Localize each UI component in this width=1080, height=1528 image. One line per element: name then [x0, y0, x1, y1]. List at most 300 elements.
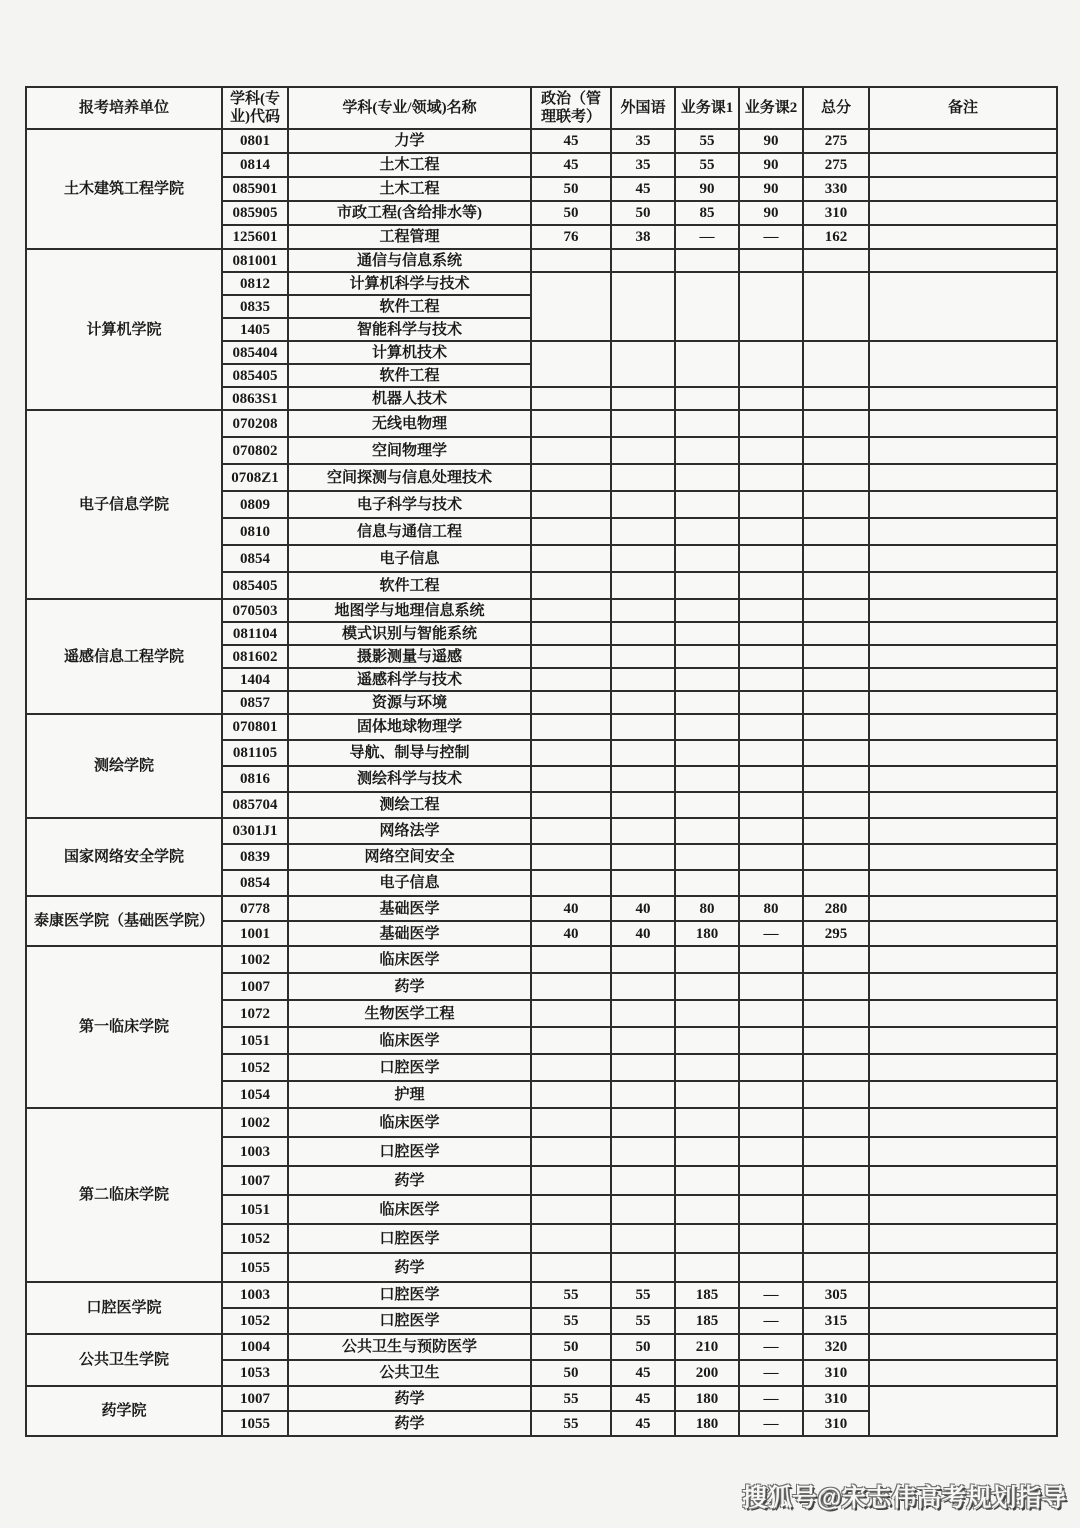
politics-cell — [531, 740, 611, 766]
foreign-cell: 40 — [611, 896, 675, 921]
biz2-cell: 90 — [739, 201, 803, 225]
biz2-cell — [739, 437, 803, 464]
code-cell: 070802 — [222, 437, 288, 464]
name-cell: 市政工程(含给排水等) — [288, 201, 531, 225]
total-cell — [803, 1081, 869, 1108]
remark-cell — [869, 341, 1057, 387]
biz2-cell — [739, 691, 803, 714]
politics-cell — [531, 645, 611, 668]
biz1-cell — [675, 870, 739, 896]
foreign-cell — [611, 691, 675, 714]
biz2-cell — [739, 1137, 803, 1166]
remark-cell — [869, 1166, 1057, 1195]
politics-cell — [531, 1027, 611, 1054]
biz1-cell — [675, 410, 739, 437]
remark-cell — [869, 410, 1057, 437]
name-cell: 生物医学工程 — [288, 1000, 531, 1027]
total-cell — [803, 844, 869, 870]
foreign-cell: 35 — [611, 153, 675, 177]
biz2-cell — [739, 818, 803, 844]
politics-cell — [531, 668, 611, 691]
table-header-row — [26, 87, 1057, 129]
foreign-cell — [611, 844, 675, 870]
code-cell: 085704 — [222, 792, 288, 818]
biz1-cell — [675, 272, 739, 341]
biz2-cell: — — [739, 225, 803, 249]
biz1-cell — [675, 437, 739, 464]
name-cell: 工程管理 — [288, 225, 531, 249]
biz1-cell — [675, 1166, 739, 1195]
unit-cell: 药学院 — [26, 1386, 222, 1436]
foreign-cell: 45 — [611, 1386, 675, 1411]
remark-cell — [869, 491, 1057, 518]
code-cell: 1054 — [222, 1081, 288, 1108]
politics-cell: 50 — [531, 1360, 611, 1386]
politics-cell — [531, 464, 611, 491]
foreign-cell — [611, 1253, 675, 1282]
name-cell: 口腔医学 — [288, 1054, 531, 1081]
name-cell: 口腔医学 — [288, 1137, 531, 1166]
total-cell: 310 — [803, 1386, 869, 1411]
code-cell: 1007 — [222, 973, 288, 1000]
code-cell: 1051 — [222, 1195, 288, 1224]
total-cell — [803, 572, 869, 599]
biz1-cell: 55 — [675, 153, 739, 177]
table-row — [26, 896, 1057, 921]
foreign-cell: 40 — [611, 921, 675, 946]
politics-cell — [531, 622, 611, 645]
politics-cell — [531, 1224, 611, 1253]
remark-cell — [869, 1027, 1057, 1054]
code-cell: 085901 — [222, 177, 288, 201]
biz2-cell — [739, 410, 803, 437]
name-cell: 无线电物理 — [288, 410, 531, 437]
header-total: 总分 — [803, 87, 869, 129]
biz1-cell — [675, 249, 739, 272]
code-cell: 0812 — [222, 272, 288, 295]
biz1-cell — [675, 766, 739, 792]
biz1-cell — [675, 792, 739, 818]
politics-cell — [531, 691, 611, 714]
table-row — [26, 410, 1057, 437]
total-cell: 310 — [803, 201, 869, 225]
total-cell — [803, 1166, 869, 1195]
biz2-cell — [739, 272, 803, 341]
biz1-cell: 180 — [675, 1411, 739, 1436]
remark-cell — [869, 921, 1057, 946]
code-cell: 070801 — [222, 714, 288, 740]
total-cell — [803, 341, 869, 387]
code-cell: 1404 — [222, 668, 288, 691]
remark-cell — [869, 201, 1057, 225]
total-cell — [803, 818, 869, 844]
biz1-cell — [675, 545, 739, 572]
biz2-cell — [739, 946, 803, 973]
biz2-cell — [739, 1000, 803, 1027]
code-cell: 0801 — [222, 129, 288, 153]
total-cell: 330 — [803, 177, 869, 201]
biz1-cell — [675, 1000, 739, 1027]
total-cell — [803, 766, 869, 792]
unit-cell: 计算机学院 — [26, 249, 222, 410]
table-row — [26, 1108, 1057, 1137]
remark-cell — [869, 1360, 1057, 1386]
code-cell: 0809 — [222, 491, 288, 518]
total-cell — [803, 545, 869, 572]
code-cell: 1052 — [222, 1308, 288, 1334]
biz1-cell — [675, 714, 739, 740]
biz2-cell — [739, 1253, 803, 1282]
name-cell: 软件工程 — [288, 572, 531, 599]
name-cell: 公共卫生与预防医学 — [288, 1334, 531, 1360]
politics-cell: 55 — [531, 1411, 611, 1436]
foreign-cell — [611, 1054, 675, 1081]
name-cell: 基础医学 — [288, 921, 531, 946]
unit-cell: 遥感信息工程学院 — [26, 599, 222, 714]
biz1-cell — [675, 387, 739, 410]
code-cell: 0816 — [222, 766, 288, 792]
code-cell: 1003 — [222, 1282, 288, 1308]
table-row — [26, 714, 1057, 740]
politics-cell: 55 — [531, 1308, 611, 1334]
total-cell — [803, 1195, 869, 1224]
remark-cell — [869, 272, 1057, 341]
foreign-cell — [611, 818, 675, 844]
code-cell: 1055 — [222, 1253, 288, 1282]
biz2-cell: — — [739, 1334, 803, 1360]
name-cell: 资源与环境 — [288, 691, 531, 714]
table-row — [26, 599, 1057, 622]
name-cell: 药学 — [288, 1386, 531, 1411]
politics-cell: 55 — [531, 1282, 611, 1308]
biz1-cell — [675, 668, 739, 691]
table-row — [26, 1282, 1057, 1308]
biz2-cell — [739, 1054, 803, 1081]
header-unit: 报考培养单位 — [26, 87, 222, 129]
politics-cell — [531, 410, 611, 437]
code-cell: 1002 — [222, 946, 288, 973]
biz2-cell — [739, 464, 803, 491]
remark-cell — [869, 622, 1057, 645]
name-cell: 基础医学 — [288, 896, 531, 921]
biz2-cell — [739, 714, 803, 740]
biz2-cell: 90 — [739, 153, 803, 177]
remark-cell — [869, 792, 1057, 818]
foreign-cell — [611, 545, 675, 572]
name-cell: 口腔医学 — [288, 1282, 531, 1308]
code-cell: 070503 — [222, 599, 288, 622]
politics-cell — [531, 1195, 611, 1224]
name-cell: 临床医学 — [288, 946, 531, 973]
remark-cell — [869, 599, 1057, 622]
foreign-cell — [611, 464, 675, 491]
code-cell: 1001 — [222, 921, 288, 946]
foreign-cell — [611, 870, 675, 896]
politics-cell: 40 — [531, 896, 611, 921]
biz1-cell — [675, 1081, 739, 1108]
foreign-cell — [611, 491, 675, 518]
foreign-cell — [611, 437, 675, 464]
biz2-cell: — — [739, 1386, 803, 1411]
remark-cell — [869, 518, 1057, 545]
remark-cell — [869, 1334, 1057, 1360]
header-remark: 备注 — [869, 87, 1057, 129]
total-cell: 275 — [803, 129, 869, 153]
header-biz1: 业务课1 — [675, 87, 739, 129]
foreign-cell: 45 — [611, 1411, 675, 1436]
biz1-cell — [675, 491, 739, 518]
name-cell: 药学 — [288, 1166, 531, 1195]
biz2-cell — [739, 1081, 803, 1108]
code-cell: 0863S1 — [222, 387, 288, 410]
name-cell: 计算机技术 — [288, 341, 531, 364]
name-cell: 口腔医学 — [288, 1224, 531, 1253]
name-cell: 摄影测量与遥感 — [288, 645, 531, 668]
biz2-cell — [739, 1027, 803, 1054]
biz2-cell — [739, 973, 803, 1000]
biz1-cell — [675, 844, 739, 870]
remark-cell — [869, 946, 1057, 973]
politics-cell — [531, 1081, 611, 1108]
biz2-cell: 90 — [739, 129, 803, 153]
code-cell: 1051 — [222, 1027, 288, 1054]
foreign-cell — [611, 1166, 675, 1195]
foreign-cell — [611, 973, 675, 1000]
name-cell: 智能科学与技术 — [288, 318, 531, 341]
remark-cell — [869, 668, 1057, 691]
total-cell — [803, 272, 869, 341]
total-cell: 320 — [803, 1334, 869, 1360]
biz1-cell — [675, 1027, 739, 1054]
total-cell: 280 — [803, 896, 869, 921]
code-cell: 081602 — [222, 645, 288, 668]
foreign-cell: 38 — [611, 225, 675, 249]
name-cell: 电子科学与技术 — [288, 491, 531, 518]
unit-cell: 第一临床学院 — [26, 946, 222, 1108]
politics-cell — [531, 545, 611, 572]
code-cell: 1072 — [222, 1000, 288, 1027]
foreign-cell: 35 — [611, 129, 675, 153]
name-cell: 力学 — [288, 129, 531, 153]
name-cell: 机器人技术 — [288, 387, 531, 410]
biz1-cell — [675, 599, 739, 622]
remark-cell — [869, 818, 1057, 844]
remark-cell — [869, 225, 1057, 249]
foreign-cell — [611, 766, 675, 792]
biz1-cell — [675, 1108, 739, 1137]
remark-cell — [869, 896, 1057, 921]
biz1-cell: 55 — [675, 129, 739, 153]
unit-cell: 国家网络安全学院 — [26, 818, 222, 896]
name-cell: 口腔医学 — [288, 1308, 531, 1334]
biz1-cell: 200 — [675, 1360, 739, 1386]
table-row — [26, 946, 1057, 973]
remark-cell — [869, 1224, 1057, 1253]
biz1-cell — [675, 691, 739, 714]
biz1-cell — [675, 341, 739, 387]
name-cell: 测绘工程 — [288, 792, 531, 818]
politics-cell: 50 — [531, 201, 611, 225]
biz1-cell — [675, 1137, 739, 1166]
unit-cell: 测绘学院 — [26, 714, 222, 818]
code-cell: 1053 — [222, 1360, 288, 1386]
foreign-cell — [611, 740, 675, 766]
remark-cell — [869, 1253, 1057, 1282]
code-cell: 1052 — [222, 1054, 288, 1081]
foreign-cell — [611, 1027, 675, 1054]
name-cell: 网络空间安全 — [288, 844, 531, 870]
biz1-cell: 180 — [675, 921, 739, 946]
total-cell: 275 — [803, 153, 869, 177]
code-cell: 081001 — [222, 249, 288, 272]
foreign-cell: 50 — [611, 1334, 675, 1360]
politics-cell — [531, 973, 611, 1000]
biz2-cell — [739, 870, 803, 896]
biz1-cell — [675, 1054, 739, 1081]
biz2-cell: — — [739, 1308, 803, 1334]
code-cell: 0301J1 — [222, 818, 288, 844]
biz2-cell: — — [739, 1360, 803, 1386]
unit-cell: 土木建筑工程学院 — [26, 129, 222, 249]
politics-cell: 50 — [531, 177, 611, 201]
politics-cell — [531, 1137, 611, 1166]
biz1-cell: — — [675, 225, 739, 249]
biz2-cell — [739, 599, 803, 622]
total-cell — [803, 973, 869, 1000]
foreign-cell: 45 — [611, 1360, 675, 1386]
politics-cell — [531, 437, 611, 464]
foreign-cell — [611, 1224, 675, 1253]
biz2-cell — [739, 1166, 803, 1195]
remark-cell — [869, 691, 1057, 714]
remark-cell — [869, 572, 1057, 599]
biz1-cell — [675, 946, 739, 973]
admission-score-table — [25, 86, 1058, 1437]
total-cell — [803, 1253, 869, 1282]
biz2-cell — [739, 622, 803, 645]
name-cell: 地图学与地理信息系统 — [288, 599, 531, 622]
total-cell — [803, 1108, 869, 1137]
name-cell: 模式识别与智能系统 — [288, 622, 531, 645]
remark-cell — [869, 153, 1057, 177]
unit-cell: 泰康医学院（基础医学院） — [26, 896, 222, 946]
unit-cell: 第二临床学院 — [26, 1108, 222, 1282]
biz2-cell — [739, 668, 803, 691]
score-table-body — [26, 129, 1057, 1436]
name-cell: 软件工程 — [288, 295, 531, 318]
foreign-cell — [611, 714, 675, 740]
foreign-cell: 55 — [611, 1308, 675, 1334]
remark-cell — [869, 870, 1057, 896]
total-cell: 305 — [803, 1282, 869, 1308]
biz2-cell — [739, 766, 803, 792]
remark-cell — [869, 1195, 1057, 1224]
biz1-cell: 80 — [675, 896, 739, 921]
biz2-cell — [739, 1195, 803, 1224]
biz1-cell: 90 — [675, 177, 739, 201]
code-cell: 1405 — [222, 318, 288, 341]
total-cell — [803, 518, 869, 545]
name-cell: 临床医学 — [288, 1027, 531, 1054]
foreign-cell — [611, 249, 675, 272]
biz1-cell: 180 — [675, 1386, 739, 1411]
biz1-cell: 185 — [675, 1308, 739, 1334]
code-cell: 0835 — [222, 295, 288, 318]
biz1-cell — [675, 1195, 739, 1224]
remark-cell — [869, 1386, 1057, 1436]
biz2-cell — [739, 645, 803, 668]
unit-cell: 公共卫生学院 — [26, 1334, 222, 1386]
remark-cell — [869, 1108, 1057, 1137]
foreign-cell — [611, 1000, 675, 1027]
remark-cell — [869, 1000, 1057, 1027]
politics-cell: 45 — [531, 153, 611, 177]
total-cell — [803, 714, 869, 740]
code-cell: 1003 — [222, 1137, 288, 1166]
code-cell: 0839 — [222, 844, 288, 870]
name-cell: 导航、制导与控制 — [288, 740, 531, 766]
table-row — [26, 249, 1057, 272]
foreign-cell — [611, 410, 675, 437]
remark-cell — [869, 177, 1057, 201]
politics-cell — [531, 387, 611, 410]
code-cell: 0854 — [222, 545, 288, 572]
total-cell: 295 — [803, 921, 869, 946]
name-cell: 临床医学 — [288, 1108, 531, 1137]
foreign-cell — [611, 1108, 675, 1137]
politics-cell: 45 — [531, 129, 611, 153]
code-cell: 0708Z1 — [222, 464, 288, 491]
politics-cell — [531, 1054, 611, 1081]
name-cell: 药学 — [288, 1411, 531, 1436]
total-cell — [803, 1224, 869, 1253]
total-cell — [803, 691, 869, 714]
remark-cell — [869, 973, 1057, 1000]
biz2-cell: — — [739, 921, 803, 946]
biz2-cell — [739, 844, 803, 870]
name-cell: 测绘科学与技术 — [288, 766, 531, 792]
table-row — [26, 1386, 1057, 1411]
total-cell — [803, 437, 869, 464]
code-cell: 1007 — [222, 1166, 288, 1195]
biz2-cell — [739, 545, 803, 572]
biz2-cell — [739, 1224, 803, 1253]
remark-cell — [869, 766, 1057, 792]
politics-cell — [531, 249, 611, 272]
biz1-cell — [675, 464, 739, 491]
total-cell — [803, 491, 869, 518]
biz1-cell — [675, 518, 739, 545]
code-cell: 1052 — [222, 1224, 288, 1253]
header-code: 学科(专业)代码 — [222, 87, 288, 129]
biz1-cell — [675, 1253, 739, 1282]
biz2-cell: 80 — [739, 896, 803, 921]
remark-cell — [869, 645, 1057, 668]
foreign-cell — [611, 572, 675, 599]
unit-cell: 电子信息学院 — [26, 410, 222, 599]
politics-cell: 55 — [531, 1386, 611, 1411]
name-cell: 土木工程 — [288, 153, 531, 177]
total-cell — [803, 1027, 869, 1054]
foreign-cell — [611, 946, 675, 973]
total-cell — [803, 740, 869, 766]
remark-cell — [869, 464, 1057, 491]
code-cell: 0778 — [222, 896, 288, 921]
foreign-cell: 55 — [611, 1282, 675, 1308]
foreign-cell — [611, 341, 675, 387]
total-cell — [803, 668, 869, 691]
biz2-cell — [739, 341, 803, 387]
